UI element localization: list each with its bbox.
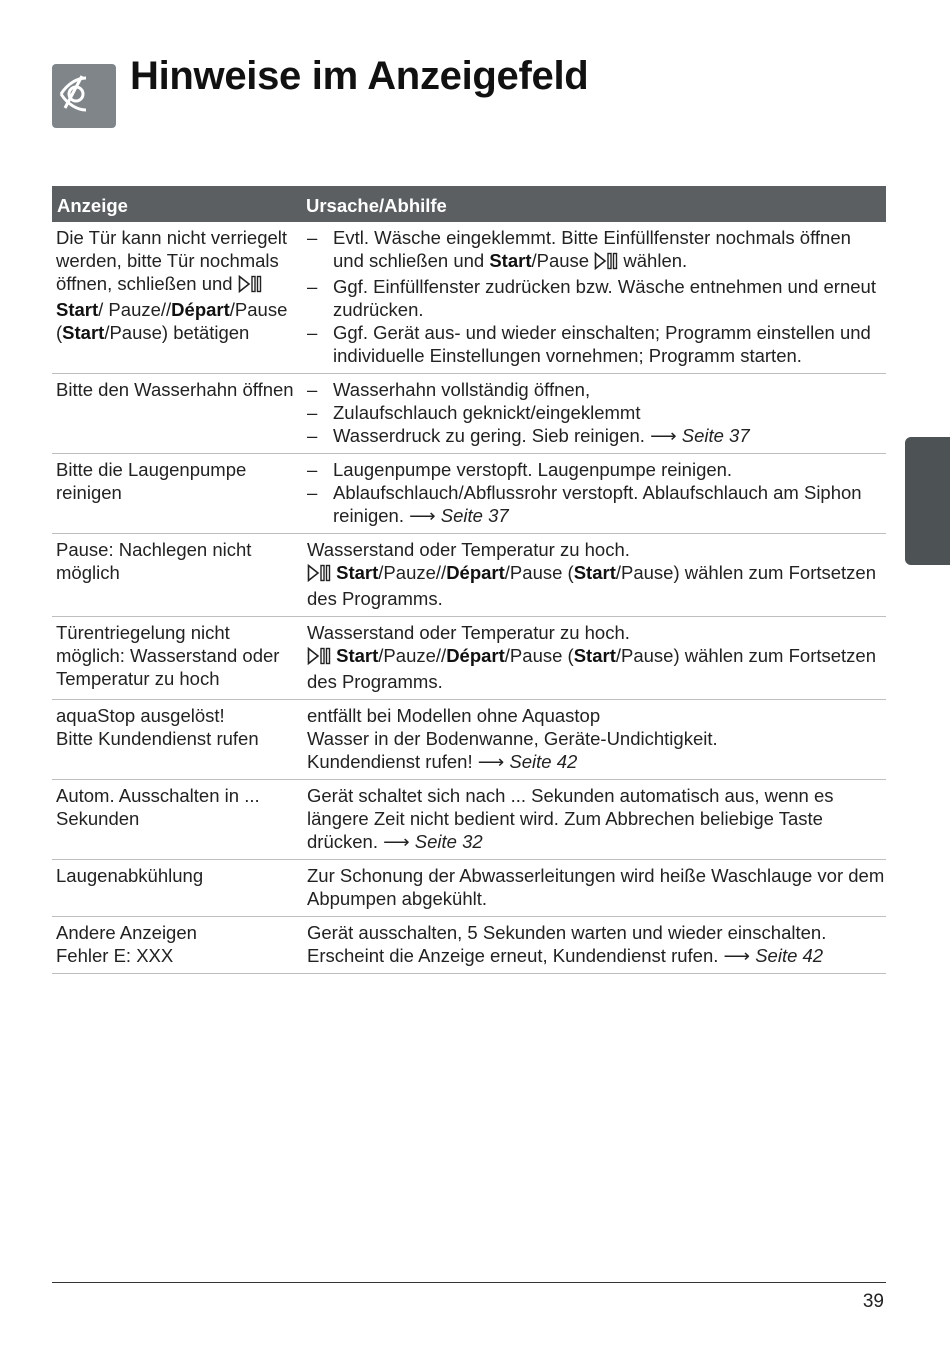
footer-divider — [52, 1282, 886, 1283]
ursache-cell: Wasserstand oder Temperatur zu hoch. Start/Pauze//Départ/Pause (Start/Pause) wählen zum Fortsetzen des Programms. — [301, 534, 886, 617]
start-pause-icon — [238, 275, 262, 298]
arrow-right-icon: ⟶ — [477, 751, 505, 772]
list-item: – Ablaufschlauch/Abflussrohr verstopft. Ablaufschlauch am Siphon reinigen. ⟶ Seite 37 — [307, 481, 886, 527]
anzeige-cell: Pause: Nachlegen nicht möglich — [52, 534, 301, 617]
anzeige-cell: Andere Anzeigen Fehler E: XXX — [52, 917, 301, 974]
table-row — [52, 617, 886, 700]
display-messages-table — [52, 186, 886, 974]
table-row — [52, 700, 886, 780]
anzeige-cell: Bitte die Laugenpumpe reinigen — [52, 454, 301, 534]
anzeige-cell: Türentriegelung nicht möglich: Wasserstand oder Temperatur zu hoch — [52, 617, 301, 700]
list-item: – Wasserhahn vollständig öffnen, — [307, 378, 886, 401]
ursache-cell — [301, 374, 886, 454]
ursache-cell: Wasserstand oder Temperatur zu hoch. Start/Pauze//Départ/Pause (Start/Pause) wählen zum Fortsetzen des Programms. — [301, 617, 886, 700]
arrow-right-icon: ⟶ — [650, 425, 677, 446]
anzeige-cell: Die Tür kann nicht verriegelt werden, bitte Tür nochmals öffnen, schließen und Start/ Pauze//Départ/Pause (Start/Pause) betätigen — [52, 222, 301, 374]
eye-icon — [52, 64, 116, 128]
table-row — [52, 374, 886, 454]
ursache-cell — [301, 454, 886, 534]
table-row — [52, 534, 886, 617]
col-header-anzeige: Anzeige — [52, 186, 301, 222]
list-item: – Evtl. Wäsche eingeklemmt. Bitte Einfüllfenster nochmals öffnen und schließen und Start/Pause wählen. — [307, 226, 886, 275]
ursache-cell: entfällt bei Modellen ohne Aquastop Wasser in der Bodenwanne, Geräte-Undichtigkeit. Kundendienst rufen! ⟶ Seite 42 — [301, 700, 886, 780]
page-reference[interactable]: Seite 37 — [681, 425, 750, 446]
anzeige-cell: Bitte den Wasserhahn öffnen — [52, 374, 301, 454]
list-item: – Ggf. Einfüllfenster zudrücken bzw. Wäsche entnehmen und erneut zudrücken. — [307, 275, 886, 321]
table-row — [52, 780, 886, 860]
page-reference[interactable]: Seite 42 — [509, 751, 578, 772]
anzeige-cell: aquaStop ausgelöst! Bitte Kundendienst rufen — [52, 700, 301, 780]
anzeige-cell: Laugenabkühlung — [52, 860, 301, 917]
list-item: – Laugenpumpe verstopft. Laugenpumpe reinigen. — [307, 458, 886, 481]
ursache-cell: Gerät schaltet sich nach ... Sekunden automatisch aus, wenn es längere Zeit nicht bedient wird. Zum Abbrechen beliebige Taste drücken. ⟶ Seite 32 — [301, 780, 886, 860]
page-reference[interactable]: Seite 37 — [440, 505, 509, 526]
list-item: – Wasserdruck zu gering. Sieb reinigen. ⟶ Seite 37 — [307, 424, 886, 447]
ursache-cell — [301, 222, 886, 374]
table-row — [52, 222, 886, 374]
page-number: 39 — [862, 1291, 884, 1312]
start-pause-icon — [307, 564, 331, 587]
page-title: Hinweise im Anzeigefeld — [130, 54, 589, 98]
table-row — [52, 454, 886, 534]
list-item: – Zulaufschlauch geknickt/eingeklemmt — [307, 401, 886, 424]
ursache-cell: Zur Schonung der Abwasserleitungen wird heiße Waschlauge vor dem Abpumpen abgekühlt. — [301, 860, 886, 917]
ursache-cell: Gerät ausschalten, 5 Sekunden warten und wieder einschalten. Erscheint die Anzeige erneut, Kundendienst rufen. ⟶ Seite 42 — [301, 917, 886, 974]
col-header-ursache: Ursache/Abhilfe — [301, 186, 886, 222]
table-row — [52, 860, 886, 917]
arrow-right-icon: ⟶ — [723, 945, 751, 966]
anzeige-cell: Autom. Ausschalten in ... Sekunden — [52, 780, 301, 860]
start-pause-icon — [307, 647, 331, 670]
start-pause-icon — [594, 252, 618, 275]
arrow-right-icon: ⟶ — [383, 831, 410, 852]
list-item: – Ggf. Gerät aus- und wieder einschalten; Programm einstellen und individuelle Einstellungen vornehmen; Programm starten. — [307, 321, 886, 367]
table-row — [52, 917, 886, 974]
page-reference[interactable]: Seite 42 — [755, 945, 824, 966]
arrow-right-icon: ⟶ — [409, 505, 436, 526]
page-reference[interactable]: Seite 32 — [414, 831, 483, 852]
side-tab-marker — [905, 437, 950, 565]
